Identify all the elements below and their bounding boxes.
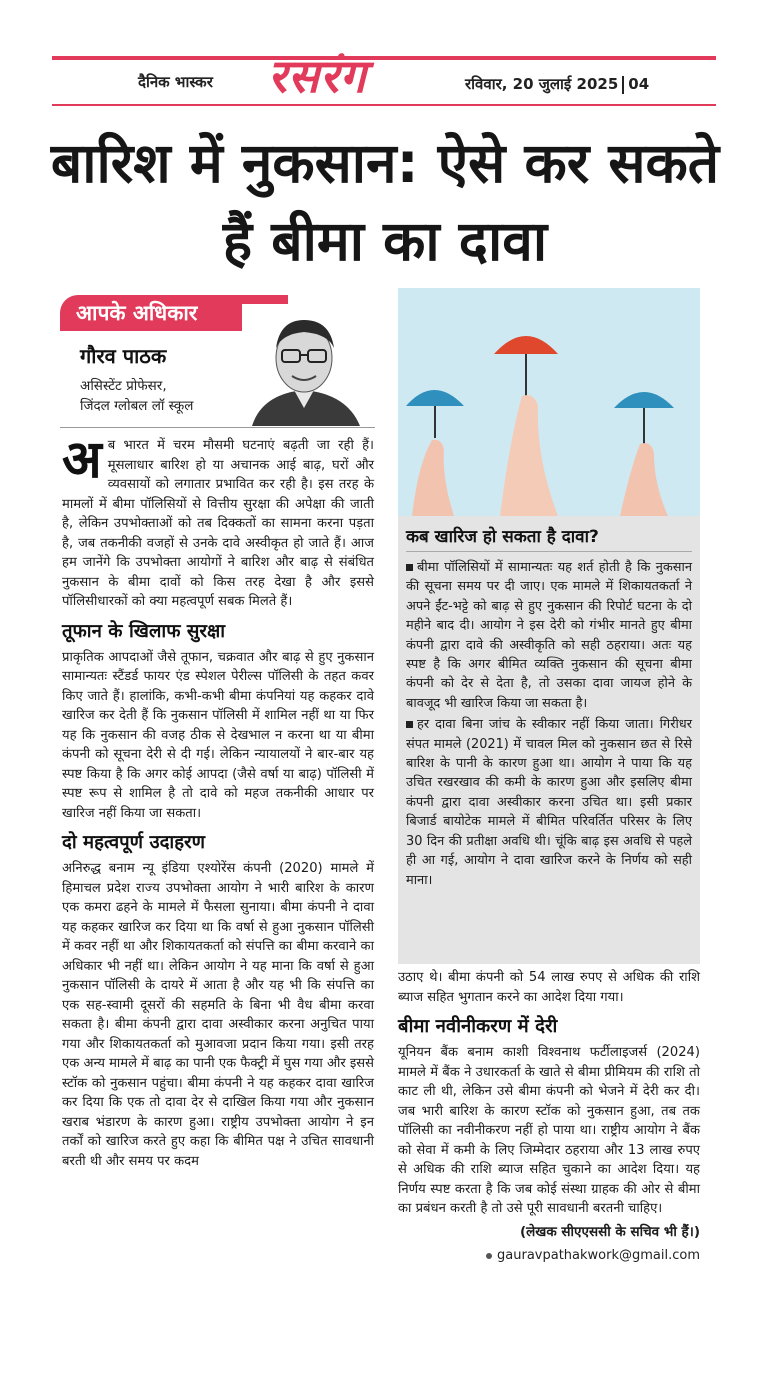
- bullet-icon: [406, 564, 413, 571]
- author-role-line2: जिंदल ग्लोबल लॉ स्कूल: [80, 398, 194, 414]
- sidebar-item-1-text: बीमा पॉलिसियों में सामान्यतः यह शर्त होती है कि नुकसान की सूचना समय पर दी जाए। एक मामले में शिकायतकर्ता ने अपने ईंट-भट्टे को बाढ़ से हुए नुकसान की रिपोर्ट घटना के दो महीने बाद दी। आयोग ने इस देरी को गंभीर मानते हुए बीमा कंपनी द्वारा दावे की अस्वीकृति को सही ठहराया। अतः यह स्पष्ट है कि अगर बीमित व्यक्ति नुकसान की सूचना बीमा कंपनी को देर से देता है, तो उसका दावा जायज होने के बावजूद भी खारिज किया जा सकता है।: [406, 560, 692, 711]
- section-logo: रसरंग: [268, 49, 367, 103]
- bullet-icon: [486, 1253, 492, 1259]
- dateline: [465, 74, 649, 94]
- section3-title: बीमा नवीनीकरण में देरी: [398, 1016, 558, 1037]
- umbrella-illustration: [398, 288, 700, 516]
- masthead-bottom-rule: [52, 104, 716, 106]
- issue-date: रविवार, 20 जुलाई 2025: [465, 75, 619, 93]
- author-note: (लेखक सीएएससी के सचिव भी हैं।): [519, 1223, 700, 1240]
- column-kicker: आपके अधिकार: [60, 295, 288, 331]
- author-email: [398, 1246, 700, 1266]
- author-divider: [60, 427, 375, 428]
- dateline-separator: [622, 76, 624, 94]
- sidebar-item-1: [406, 558, 692, 713]
- section3-text: यूनियन बैंक बनाम काशी विश्वनाथ फर्टीलाइजर्स (2024) मामले में बैंक ने उधारकर्ता के खाते से बीमा प्रीमियम की राशि तो काट ली थी, लेकिन उसे बीमा कंपनी को भेजने में देरी कर दी। जब भारी बारिश के कारण स्टॉक को नुकसान हुआ, तब तक पॉलिसी का नवीनीकरण नहीं हो पाया था। राष्ट्रीय आयोग ने बैंक को सेवा में कमी के लिए जिम्मेदार ठहराया और 13 लाख रुपए से अधिक की राशि ब्याज सहित चुकाने का आदेश दिया। यह निर्णय स्पष्ट करता है कि जब कोई संस्था ग्राहक की ओर से बीमा का प्रबंधन करती है तो उसे पूरी सावधानी बरतनी चाहिए।: [398, 1045, 700, 1216]
- page-title: [40, 124, 730, 280]
- sidebar-item-2-text: हर दावा बिना जांच के स्वीकार नहीं किया जाता। गिरीधर संपत मामले (2021) में चावल मिल को नुकसान छत से रिसे बारिश के पानी के कारण हुआ था। आयोग ने पाया कि यह उचित रखरखाव की कमी के कारण हुआ और इसलिए बीमा कंपनी द्वारा दावा अस्वीकार करना उचित था। इसी प्रकार बिजार्ड बायोटेक मामले में बीमित परिवर्तित परिसर के लिए 30 दिन की प्रतीक्षा अवधि थी। चूंकि बाढ़ इस अवधि से पहले ही आ गई, आयोग ने दावा खारिज करने के निर्णय को सही माना।: [406, 717, 692, 888]
- page-number: 04: [628, 75, 650, 93]
- author-role: [80, 376, 193, 416]
- article-right-column: [398, 968, 700, 1266]
- section2-continued: उठाए थे। बीमा कंपनी को 54 लाख रुपए से अधिक की राशि ब्याज सहित भुगतान करने का आदेश दिया गया।: [398, 970, 700, 1005]
- section1-text: प्राकृतिक आपदाओं जैसे तूफान, चक्रवात और बाढ़ से हुए नुकसान सामान्यतः स्टैंडर्ड फायर एंड स्पेशल पेरील्स पॉलिसी के तहत कवर किए जाते हैं। हालांकि, कभी-कभी बीमा कंपनियां यह कहकर दावे खारिज कर देती हैं कि नुकसान पॉलिसी में शामिल नहीं था या फिर यह कि नुकसान की वजह ठीक से देखभाल न करना था या बीमा कंपनी को सूचना देरी से दी गई। लेकिन न्यायालयों ने बार-बार यह स्पष्ट किया है कि अगर कोई आपदा (जैसे वर्षा या बाढ़) पॉलिसी में स्पष्ट रूप से शामिल है तो दावे को महज तकनीकी आधार पर खारिज नहीं किया जा सकता।: [62, 649, 374, 821]
- intro-text: ब भारत में चरम मौसमी घटनाएं बढ़ती जा रही हैं। मूसलाधार बारिश हो या अचानक आई बाढ़, घरों और व्यवसायों को लगातार प्रभावित कर रही है। इस तरह के मामलों में बीमा पॉलिसियों से वित्तीय सुरक्षा की अपेक्षा की जाती है, लेकिन उपभोक्ताओं को तब दिक्कतों का सामना करना पड़ता है, जब तकनीकी वजहों से उनके दावे अस्वीकृत हो जाते हैं। आज हम जानेंगे कि उपभोक्ता आयोगों ने बारिश और बाढ़ से संबंधित नुकसान के बीमा दावों को किस तरह देखा है और इससे पॉलिसीधारकों को क्या महत्वपूर्ण सबक मिलते हैं।: [62, 438, 374, 609]
- sidebar-box: [398, 516, 700, 964]
- section2-text: अनिरुद्ध बनाम न्यू इंडिया एश्योरेंस कंपनी (2020) मामले में हिमाचल प्रदेश राज्य उपभोक्ता आयोग ने भारी बारिश के कारण एक कमरा ढहने के मामले में फैसला सुनाया। बीमा कंपनी ने दावा यह कहकर खारिज कर दिया था कि वर्षा से हुआ नुकसान पॉलिसी में कवर नहीं था और शिकायतकर्ता को संपत्ति का बीमा करवाने का अधिकार भी नहीं था। लेकिन आयोग ने यह माना कि वर्षा से हुआ नुकसान पॉलिसी के दायरे में आता है और यह भी कि संपत्ति का एक सह-स्वामी दूसरों की सहमति के बिना भी वैध बीमा करवा सकता है। बीमा कंपनी द्वारा दावा अस्वीकार करना अनुचित पाया गया और शिकायतकर्ता को मुआवजा प्रदान किया गया। इसी तरह एक अन्य मामले में बाढ़ का पानी एक फैक्ट्री में घुस गया और इससे स्टॉक को नुकसान पहुंचा। बीमा कंपनी ने यह कहकर दावा खारिज कर दिया कि एक तो दावा देर से दाखिल किया गया और नुकसान खराब भंडारण के कारण हुआ। राष्ट्रीय उपभोक्ता आयोग ने इन तर्कों को खारिज करते हुए कहा कि बीमित पक्ष ने उचित सावधानी बरती थी और समय पर कदम: [62, 861, 374, 1169]
- sidebar-item-2: [406, 715, 692, 890]
- bullet-icon: [406, 721, 413, 728]
- author-role-line1: असिस्टेंट प्रोफेसर,: [80, 378, 167, 394]
- headline-bold: बारिश में नुकसान:: [50, 131, 419, 195]
- dropcap: अ: [62, 430, 102, 490]
- paper-name: दैनिक भास्कर: [138, 73, 213, 91]
- author-photo: [242, 304, 367, 426]
- section2-title: दो महत्वपूर्ण उदाहरण: [62, 832, 205, 853]
- author-email-text: gauravpathakwork@gmail.com: [497, 1248, 700, 1263]
- article-left-column: [62, 430, 374, 1174]
- author-name: गौरव पाठक: [80, 344, 167, 368]
- section1-title: तूफान के खिलाफ सुरक्षा: [62, 620, 226, 642]
- sidebar-title: कब खारिज हो सकता है दावा?: [406, 524, 692, 552]
- masthead-top-rule: [52, 56, 716, 60]
- headline-rest: ऐसे कर सकते हैं बीमा का दावा: [222, 131, 720, 273]
- article-intro: [62, 430, 374, 612]
